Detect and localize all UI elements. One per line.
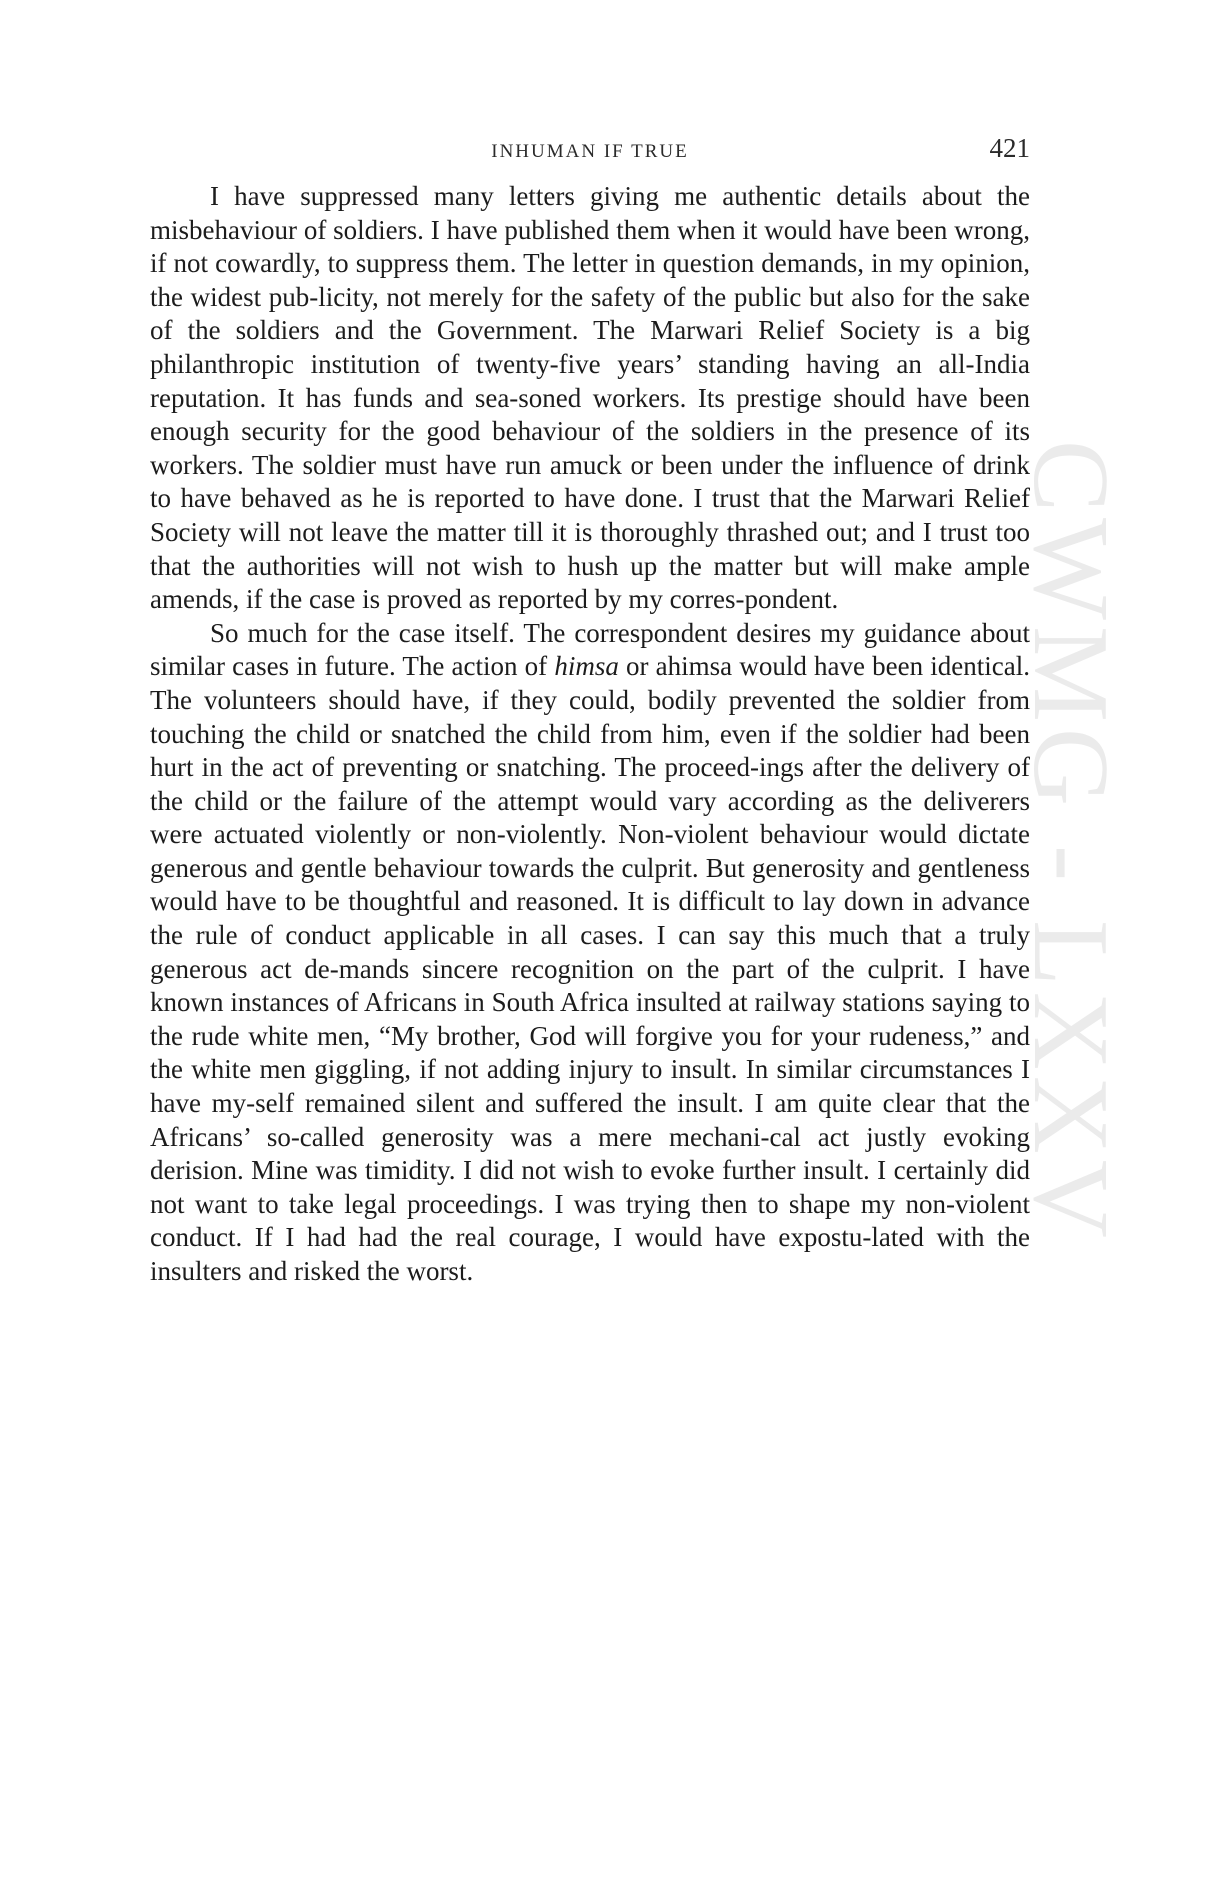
paragraph-text: So much for the case itself. The correspondent desires my guidance about similar cases in future. The action of — [150, 617, 1030, 682]
running-title: INHUMAN IF TRUE — [491, 141, 689, 162]
paragraph-text: I have suppressed many letters giving me authentic details about the misbehaviour of soldiers. I have published them when it would have been wrong, if not cowardly, to suppress them. The letter in question demands, in my opinion, the widest pub-licity, not merely for the safety of the public but also for the sake of the soldiers and the Government. The Marwari Relief Society is a big philanthropic institution of twenty-five years’ standing having an all-India reputation. It has funds and sea-soned workers. Its prestige should have been enough security for the good behaviour of the soldiers in the presence of its workers. The soldier must have run amuck or been under the influence of drink to have behaved as he is reported to have done. I trust that the Marwari Relief Society will not leave the matter till it is thoroughly thrashed out; and I trust too that the authorities will not wish to hush up the matter but will make ample amends, if the case is proved as reported by my corres-pondent. — [150, 181, 1030, 615]
paragraph-2 — [150, 617, 1030, 1289]
paragraph-text: or ahimsa would have been identical. The volunteers should have, if they could, bodily prevented the soldier from touching the child or snatched the child from him, even if the soldier had been hurt in the act of preventing or snatching. The proceed-ings after the delivery of the child or the failure of the attempt would vary according as the deliverers were actuated violently or non-violently. Non-violent behaviour would dictate generous and gentle behaviour towards the culprit. But generosity and gentleness would have to be thoughtful and reasoned. It is difficult to lay down in advance the rule of conduct applicable in all cases. I can say this much that a truly generous act de-mands sincere recognition on the part of the culprit. I have known instances of Africans in South Africa insulted at railway stations saying to the rude white men, “My brother, God will forgive you for your rudeness,” and the white men giggling, if not adding injury to insult. In similar circumstances I have my-self remained silent and suffered the insult. I am quite clear that the Africans’ so-called generosity was a mere mechani-cal act justly evoking derision. Mine was timidity. I did not wish to evoke further insult. I certainly did not want to take legal proceedings. I was trying then to shape my non-violent conduct. If I had had the real courage, I would have expostu-lated with the insulters and risked the worst. — [150, 651, 1030, 1286]
running-header — [150, 133, 1030, 173]
body-text — [150, 180, 1030, 1289]
paragraph-1 — [150, 180, 1030, 617]
watermark-text: CWMG - LXXV — [1011, 440, 1130, 1244]
italic-term: himsa — [554, 651, 619, 682]
page-number: 421 — [989, 133, 1030, 163]
